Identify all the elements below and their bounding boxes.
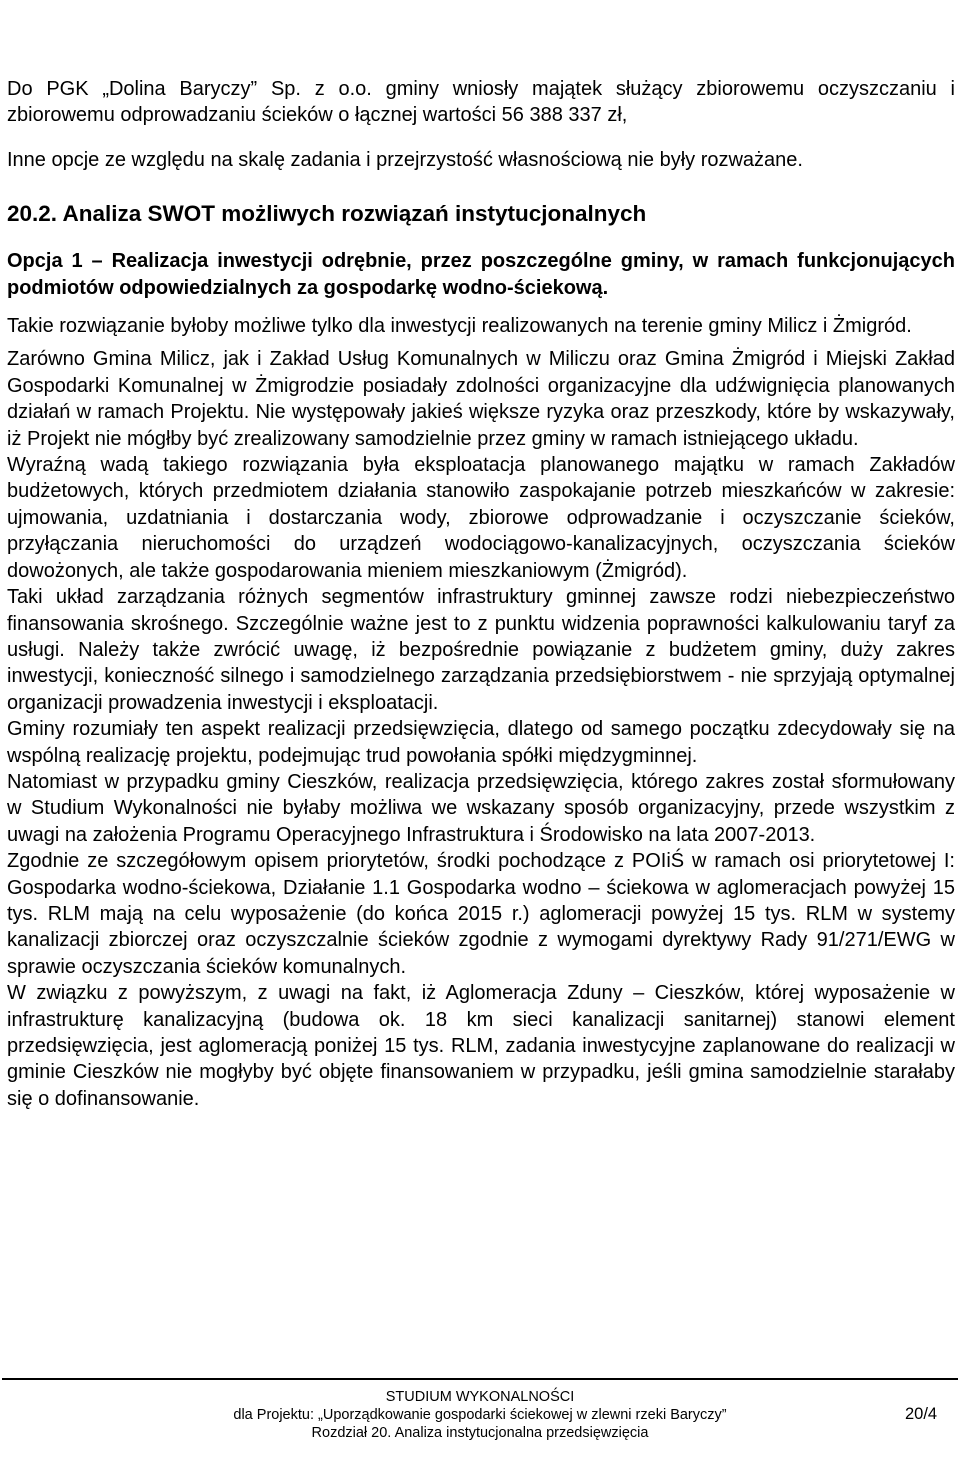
footer-chapter-title: Rozdział 20. Analiza instytucjonalna przedsięwzięcia xyxy=(311,1425,649,1441)
paragraph-pgk-assets: Do PGK „Dolina Baryczy” Sp. z o.o. gminy wniosły majątek służący zbiorowemu oczyszczaniu i zbiorowemu odprowadzaniu ścieków o łącznej wartości 56 388 337 zł, xyxy=(7,78,955,127)
page-footer xyxy=(150,1388,810,1442)
footer-study-title: STUDIUM WYKONALNOŚCI xyxy=(385,1389,575,1405)
footer-divider xyxy=(2,1378,958,1380)
body-paragraph: Taki układ zarządzania różnych segmentów infrastruktury gminnej zawsze rodzi niebezpieczeństwo finansowania skrośnego. Szczególnie ważne jest to z punktu widzenia poprawności kalkulowaniu taryf za usługi. Należy także zwrócić uwagę, iż bezpośrednie powiązanie z budżetem gminy, duży zakres inwestycji, konieczność silnego i samodzielnego zarządzania przedsiębiorstwem - nie sprzyjają optymalnej organizacji prowadzenia inwestycji i eksploatacji. xyxy=(7,586,955,714)
body-paragraph: Zgodnie ze szczegółowym opisem priorytetów, środki pochodzące z POIiŚ w ramach osi priorytetowej I: Gospodarka wodno-ściekowa, Działanie 1.1 Gospodarka wodno – ściekowa w aglomeracjach powyżej 15 tys. RLM mają na celu wyposażenie (do końca 2015 r.) aglomeracji powyżej 15 tys. RLM w systemy kanalizacji zbiorczej oraz oczyszczalnie ścieków zgodnie z wymogami dyrektywy Rady 91/271/EWG w sprawie oczyszczania ścieków komunalnych. xyxy=(7,850,955,978)
body-paragraph: Zarówno Gmina Milicz, jak i Zakład Usług Komunalnych w Miliczu oraz Gmina Żmigród i Miejski Zakład Gospodarki Komunalnej w Żmigrodzie posiadały zdolności organizacyjne dla udźwignięcia planowanych działań w ramach Projektu. Nie występowały jakieś większe ryzyka oraz przeszkody, które by wskazywały, iż Projekt nie mógłby być zrealizowany samodzielnie przez gminy w ramach istniejącego układu. xyxy=(7,348,955,450)
section-heading: 20.2. Analiza SWOT możliwych rozwiązań instytucjonalnych xyxy=(7,201,647,227)
option-heading: Opcja 1 – Realizacja inwestycji odrębnie, przez poszczególne gminy, w ramach funkcjonujących podmiotów odpowiedzialnych za gospodarkę wodno-ściekową. xyxy=(7,250,955,299)
paragraph-other-options: Inne opcje ze względu na skalę zadania i przejrzystość własnościową nie były rozważane. xyxy=(7,148,803,171)
body-paragraph: Gminy rozumiały ten aspekt realizacji przedsięwzięcia, dlatego od samego początku zdecydowały się na wspólną realizację projektu, podejmując trud powołania spółki międzygminnej. xyxy=(7,718,955,767)
body-paragraph: Takie rozwiązanie byłoby możliwe tylko dla inwestycji realizowanych na terenie gminy Milicz i Żmigród. xyxy=(7,315,912,338)
body-paragraph: Natomiast w przypadku gminy Cieszków, realizacja przedsięwzięcia, którego zakres został sformułowany w Studium Wykonalności nie byłaby możliwa we wskazany sposób organizacyjny, przede wszystkim z uwagi na założenia Programu Operacyjnego Infrastruktura i Środowisko na lata 2007-2013. xyxy=(7,770,955,846)
body-paragraph: Wyraźną wadą takiego rozwiązania była eksploatacja planowanego majątku w ramach Zakładów budżetowych, których przedmiotem działania stanowiło zaspokajanie potrzeb mieszkańców w zakresie: ujmowania, uzdatniania i dostarczania wody, zbiorowe odprowadzanie i oczyszczanie ścieków, przyłączania nieruchomości do urządzeń wodociągowo-kanalizacyjnych, oczyszczania ścieków dowożonych, ale także gospodarowania mieniem mieszkaniowym (Żmigród). xyxy=(7,454,955,582)
page-number: 20/4 xyxy=(905,1405,938,1423)
document-page xyxy=(7,76,955,1112)
footer-project-name: dla Projektu: „Uporządkowanie gospodarki ściekowej w zlewni rzeki Baryczy” xyxy=(233,1407,727,1423)
body-paragraph: W związku z powyższym, z uwagi na fakt, iż Aglomeracja Zduny – Cieszków, której wyposażenie w infrastrukturę kanalizacyjną (budowa ok. 18 km sieci kanalizacji sanitarnej) stanowi element przedsięwzięcia, jest aglomeracją poniżej 15 tys. RLM, zadania inwestycyjne zaplanowane do realizacji w gminie Cieszków nie mogłyby być objęte finansowaniem w przypadku, jeśli gmina samodzielnie starałaby się o dofinansowanie. xyxy=(7,982,955,1110)
